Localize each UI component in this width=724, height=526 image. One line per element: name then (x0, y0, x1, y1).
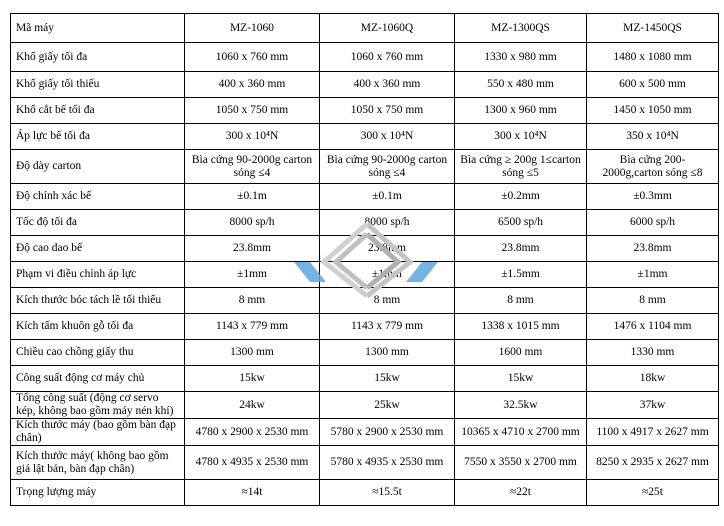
row-value-cell: ±0.1m (185, 184, 320, 210)
row-value-cell: ±0.1m (320, 184, 455, 210)
row-value-cell: 8 mm (455, 288, 587, 314)
table-row (11, 392, 719, 419)
row-value-cell: 1330 mm (587, 340, 719, 366)
table-row (11, 314, 719, 340)
row-value-cell: Bìa cứng 200-2000g,carton sóng ≤8 (587, 150, 719, 184)
table-row (11, 288, 719, 314)
row-value-cell: 1100 x 4917 x 2627 mm (587, 419, 719, 446)
row-value-cell: 8 mm (587, 288, 719, 314)
row-value-cell: 4780 x 2900 x 2530 mm (185, 419, 320, 446)
row-label-cell: Trọng lượng máy (11, 480, 185, 506)
row-label-cell: Khổ giấy tối đa (11, 43, 185, 72)
row-value-cell: 300 x 10⁴N (185, 124, 320, 150)
row-value-cell: 1300 mm (320, 340, 455, 366)
row-value-cell: Bìa cứng 90-2000g carton sóng ≤4 (185, 150, 320, 184)
row-label-cell: Độ dày carton (11, 150, 185, 184)
row-value-cell: 1476 x 1104 mm (587, 314, 719, 340)
row-label-cell: Tốc độ tối đa (11, 210, 185, 236)
row-value-cell: 1480 x 1080 mm (587, 43, 719, 72)
row-value-cell: 1050 x 750 mm (185, 98, 320, 124)
row-value-cell: ±1mm (587, 262, 719, 288)
row-label-cell: Phạm vi điều chỉnh áp lực (11, 262, 185, 288)
header-model-cell: MZ-1060 (185, 14, 320, 43)
row-value-cell: 300 x 10⁴N (455, 124, 587, 150)
row-value-cell: 23.8mm (587, 236, 719, 262)
row-value-cell: 550 x 480 mm (455, 72, 587, 98)
row-value-cell: 350 x 10⁴N (587, 124, 719, 150)
row-value-cell: 1330 x 980 mm (455, 43, 587, 72)
row-label-cell: Kích thước bóc tách lề tối thiểu (11, 288, 185, 314)
row-value-cell: 1600 mm (455, 340, 587, 366)
row-value-cell: ≈15.5t (320, 480, 455, 506)
row-label-cell: Khổ cắt bế tối đa (11, 98, 185, 124)
row-value-cell: 15kw (320, 366, 455, 392)
table-row (11, 236, 719, 262)
row-value-cell: 1450 x 1050 mm (587, 98, 719, 124)
table-row (11, 446, 719, 480)
table-row (11, 124, 719, 150)
row-value-cell: 1060 x 760 mm (185, 43, 320, 72)
table-row (11, 262, 719, 288)
row-value-cell: 300 x 10⁴N (320, 124, 455, 150)
row-value-cell: 7550 x 3550 x 2700 mm (455, 446, 587, 480)
table-row (11, 480, 719, 506)
row-value-cell: ±1mm (320, 262, 455, 288)
row-label-cell: Áp lực bế tối đa (11, 124, 185, 150)
table-row (11, 43, 719, 72)
row-value-cell: 5780 x 2900 x 2530 mm (320, 419, 455, 446)
row-value-cell: ±1.5mm (455, 262, 587, 288)
row-value-cell: 18kw (587, 366, 719, 392)
row-value-cell: ±0.2mm (455, 184, 587, 210)
row-value-cell: 32.5kw (455, 392, 587, 419)
row-value-cell: 1050 x 750 mm (320, 98, 455, 124)
row-label-cell: Kích thước máy( không bao gồm giá lật bản, bàn đạp chân) (11, 446, 185, 480)
header-model-cell: MZ-1300QS (455, 14, 587, 43)
table-row (11, 366, 719, 392)
row-value-cell: 5780 x 4935 x 2530 mm (320, 446, 455, 480)
row-value-cell: 8000 sp/h (185, 210, 320, 236)
table-row (11, 419, 719, 446)
table-row (11, 72, 719, 98)
header-row (11, 14, 719, 43)
row-label-cell: Độ cao dao bế (11, 236, 185, 262)
row-label-cell: Độ chính xác bế (11, 184, 185, 210)
row-value-cell: Bìa cứng ≥ 200g 1≤carton sóng ≤5 (455, 150, 587, 184)
row-value-cell: 10365 x 4710 x 2700 mm (455, 419, 587, 446)
header-label-cell: Mã máy (11, 14, 185, 43)
row-value-cell: 1300 x 960 mm (455, 98, 587, 124)
header-model-cell: MZ-1060Q (320, 14, 455, 43)
row-value-cell: 8000 sp/h (320, 210, 455, 236)
row-value-cell: ≈25t (587, 480, 719, 506)
row-value-cell: 1338 x 1015 mm (455, 314, 587, 340)
table-row (11, 150, 719, 184)
row-label-cell: Kích thước máy (bao gồm bàn đạp chân) (11, 419, 185, 446)
row-value-cell: Bìa cứng 90-2000g carton sóng ≤4 (320, 150, 455, 184)
row-value-cell: 24kw (185, 392, 320, 419)
row-value-cell: 1143 x 779 mm (185, 314, 320, 340)
row-value-cell: 1143 x 779 mm (320, 314, 455, 340)
spec-table (10, 13, 719, 506)
row-value-cell: 15kw (185, 366, 320, 392)
row-value-cell: 400 x 360 mm (185, 72, 320, 98)
row-value-cell: 6000 sp/h (587, 210, 719, 236)
row-value-cell: ±1mm (185, 262, 320, 288)
row-label-cell: Công suất động cơ máy chủ (11, 366, 185, 392)
table-row (11, 184, 719, 210)
row-value-cell: 15kw (455, 366, 587, 392)
table-row (11, 340, 719, 366)
row-value-cell: ≈22t (455, 480, 587, 506)
row-label-cell: Khổ giấy tối thiểu (11, 72, 185, 98)
row-value-cell: 1300 mm (185, 340, 320, 366)
row-value-cell: ±0.3mm (587, 184, 719, 210)
row-value-cell: 6500 sp/h (455, 210, 587, 236)
row-value-cell: 23.8mm (455, 236, 587, 262)
row-value-cell: 23.8mm (320, 236, 455, 262)
row-value-cell: 400 x 360 mm (320, 72, 455, 98)
row-value-cell: 25kw (320, 392, 455, 419)
row-value-cell: 600 x 500 mm (587, 72, 719, 98)
row-value-cell: 8 mm (185, 288, 320, 314)
row-value-cell: 37kw (587, 392, 719, 419)
row-label-cell: Chiều cao chồng giấy thu (11, 340, 185, 366)
row-value-cell: 1060 x 760 mm (320, 43, 455, 72)
row-label-cell: Kích tấm khuôn gỗ tối đa (11, 314, 185, 340)
row-value-cell: ≈14t (185, 480, 320, 506)
table-row (11, 98, 719, 124)
row-label-cell: Tổng công suất (động cơ servo kép, không bao gồm máy nén khí) (11, 392, 185, 419)
row-value-cell: 8 mm (320, 288, 455, 314)
row-value-cell: 23.8mm (185, 236, 320, 262)
row-value-cell: 8250 x 2935 x 2627 mm (587, 446, 719, 480)
header-model-cell: MZ-1450QS (587, 14, 719, 43)
row-value-cell: 4780 x 4935 x 2530 mm (185, 446, 320, 480)
table-row (11, 210, 719, 236)
